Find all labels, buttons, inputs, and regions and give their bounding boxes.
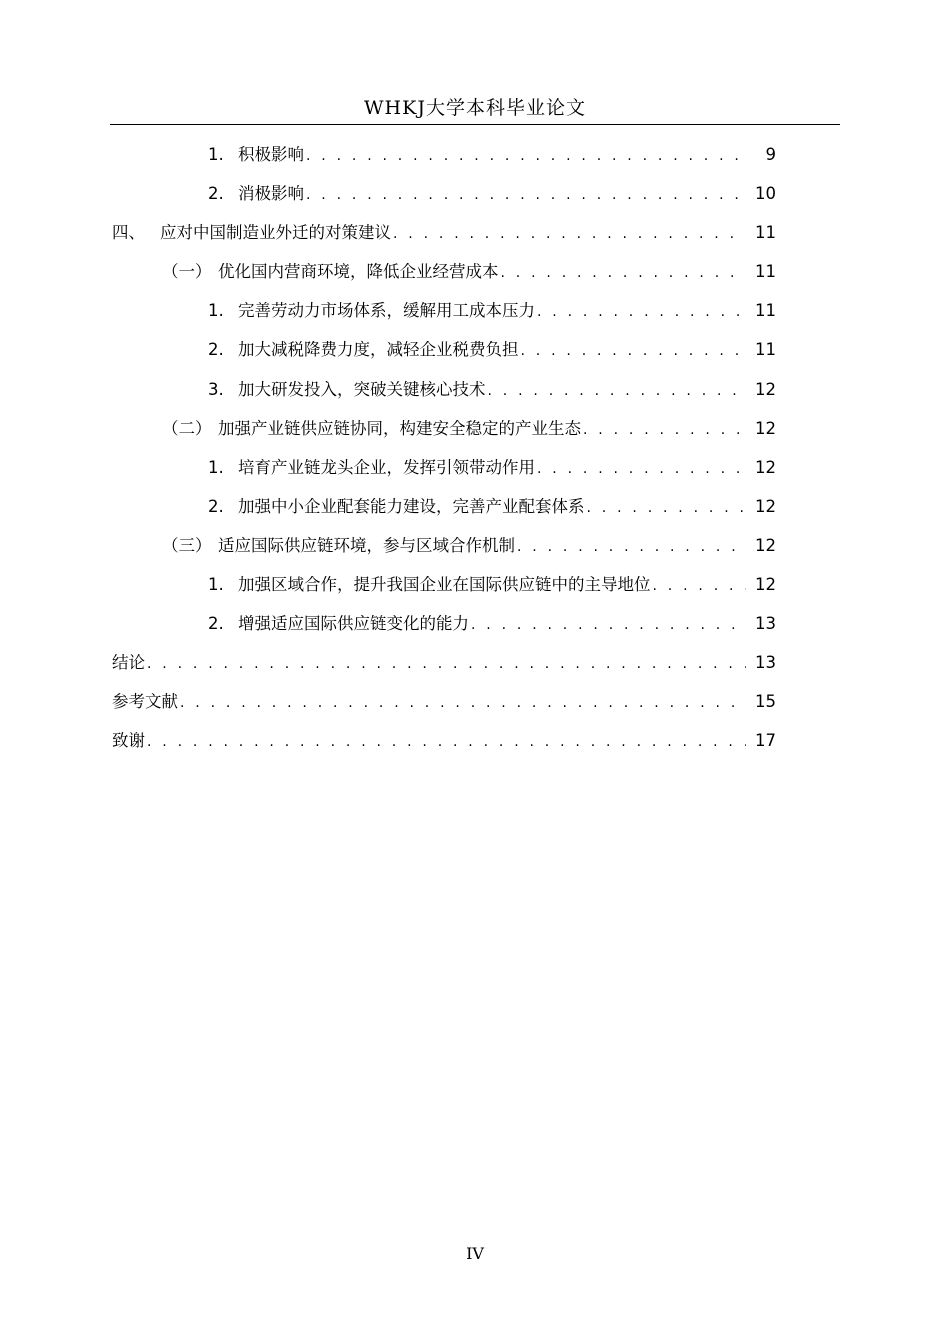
toc-dot-leader xyxy=(147,727,746,757)
toc-entry-number: 1. xyxy=(208,145,224,164)
toc-entry-page: 17 xyxy=(755,731,776,751)
toc-entry[interactable] xyxy=(112,531,776,570)
toc-dot-leader xyxy=(488,376,747,406)
toc-entry-page: 10 xyxy=(755,184,776,204)
toc-entry-page: 13 xyxy=(755,653,776,673)
toc-entry-title: 积极影响 xyxy=(238,145,304,164)
toc-dot-leader xyxy=(471,610,746,640)
running-header: WHKJ大学本科毕业论文 xyxy=(364,97,586,119)
toc-entry[interactable] xyxy=(112,296,776,335)
toc-entry[interactable] xyxy=(112,609,776,648)
toc-entry-number: （一） xyxy=(162,262,212,282)
toc-dot-leader xyxy=(583,415,746,445)
toc-dot-leader xyxy=(537,297,746,327)
toc-entry[interactable] xyxy=(112,335,776,374)
toc-entry-page: 11 xyxy=(755,340,776,360)
toc-dot-leader xyxy=(501,258,747,288)
toc-entry-title: 加强中小企业配套能力建设，完善产业配套体系 xyxy=(238,496,585,516)
toc-dot-leader xyxy=(521,336,747,366)
toc-entry-title: 消极影响 xyxy=(238,184,304,204)
toc-entry-page: 12 xyxy=(755,457,776,477)
toc-entry[interactable] xyxy=(112,687,776,726)
toc-entry-title: 优化国内营商环境，降低企业经营成本 xyxy=(218,262,499,282)
toc-entry-number: 2. xyxy=(208,614,224,634)
toc-entry-page: 12 xyxy=(755,535,776,555)
toc-entry-title: 适应国际供应链环境，参与区域合作机制 xyxy=(218,535,515,555)
toc-entry-number: 1. xyxy=(208,301,224,321)
toc-entry-title: 参考文献 xyxy=(112,692,178,712)
toc-entry-title: 加大研发投入，突破关键核心技术 xyxy=(238,379,486,399)
toc-entry-number: 2. xyxy=(208,496,224,516)
toc-entry[interactable] xyxy=(112,492,776,531)
toc-entry[interactable] xyxy=(112,375,776,414)
toc-entry-page: 13 xyxy=(755,614,776,634)
toc-entry-page: 11 xyxy=(755,262,776,282)
toc-entry-number: 1. xyxy=(208,575,224,595)
toc-entry-number: （三） xyxy=(162,535,212,555)
toc-entry[interactable] xyxy=(112,570,776,609)
page-number: IV xyxy=(466,1244,484,1263)
toc-entry[interactable] xyxy=(112,257,776,296)
toc-entry-title: 应对中国制造业外迁的对策建议 xyxy=(160,223,391,243)
toc-entry-page: 11 xyxy=(755,223,776,243)
toc-entry[interactable] xyxy=(112,218,776,257)
toc-entry-title: 加强产业链供应链协同，构建安全稳定的产业生态 xyxy=(218,418,581,438)
toc-entry-number: 2. xyxy=(208,184,224,204)
toc-dot-leader xyxy=(537,454,746,484)
toc-entry-page: 12 xyxy=(755,496,776,516)
toc-entry-page: 15 xyxy=(755,692,776,712)
toc-dot-leader xyxy=(393,219,746,249)
toc-entry-title: 结论 xyxy=(112,653,145,673)
toc-entry-title: 完善劳动力市场体系，缓解用工成本压力 xyxy=(238,301,535,321)
toc-entry-number: 3. xyxy=(208,379,224,399)
toc-entry-number: 2. xyxy=(208,340,224,360)
toc-entry[interactable] xyxy=(112,726,776,765)
toc-entry-title: 增强适应国际供应链变化的能力 xyxy=(238,614,469,634)
toc-entry-number: 1. xyxy=(208,457,224,477)
toc-entry[interactable] xyxy=(112,179,776,218)
toc-entry-title: 培育产业链龙头企业，发挥引领带动作用 xyxy=(238,457,535,477)
toc-dot-leader xyxy=(147,649,746,679)
toc-dot-leader xyxy=(653,571,747,601)
toc-dot-leader xyxy=(180,688,746,718)
header-rule xyxy=(110,124,840,125)
toc-entry-title: 加大减税降费力度，减轻企业税费负担 xyxy=(238,340,519,360)
toc-dot-leader xyxy=(306,141,746,171)
toc-entry-number: （二） xyxy=(162,418,212,438)
toc-entry-title: 致谢 xyxy=(112,731,145,751)
table-of-contents xyxy=(112,140,776,766)
toc-entry[interactable] xyxy=(112,648,776,687)
toc-entry-page: 12 xyxy=(755,379,776,399)
toc-entry-page: 9 xyxy=(765,145,776,164)
toc-dot-leader xyxy=(306,180,746,210)
toc-entry[interactable] xyxy=(112,453,776,492)
toc-entry-page: 12 xyxy=(755,418,776,438)
toc-entry-title: 加强区域合作，提升我国企业在国际供应链中的主导地位 xyxy=(238,575,651,595)
toc-entry-page: 11 xyxy=(755,301,776,321)
toc-entry-page: 12 xyxy=(755,575,776,595)
toc-entry[interactable] xyxy=(112,140,776,179)
toc-entry-number: 四、 xyxy=(112,223,145,243)
toc-dot-leader xyxy=(587,493,747,523)
toc-dot-leader xyxy=(517,532,746,562)
toc-entry[interactable] xyxy=(112,414,776,453)
